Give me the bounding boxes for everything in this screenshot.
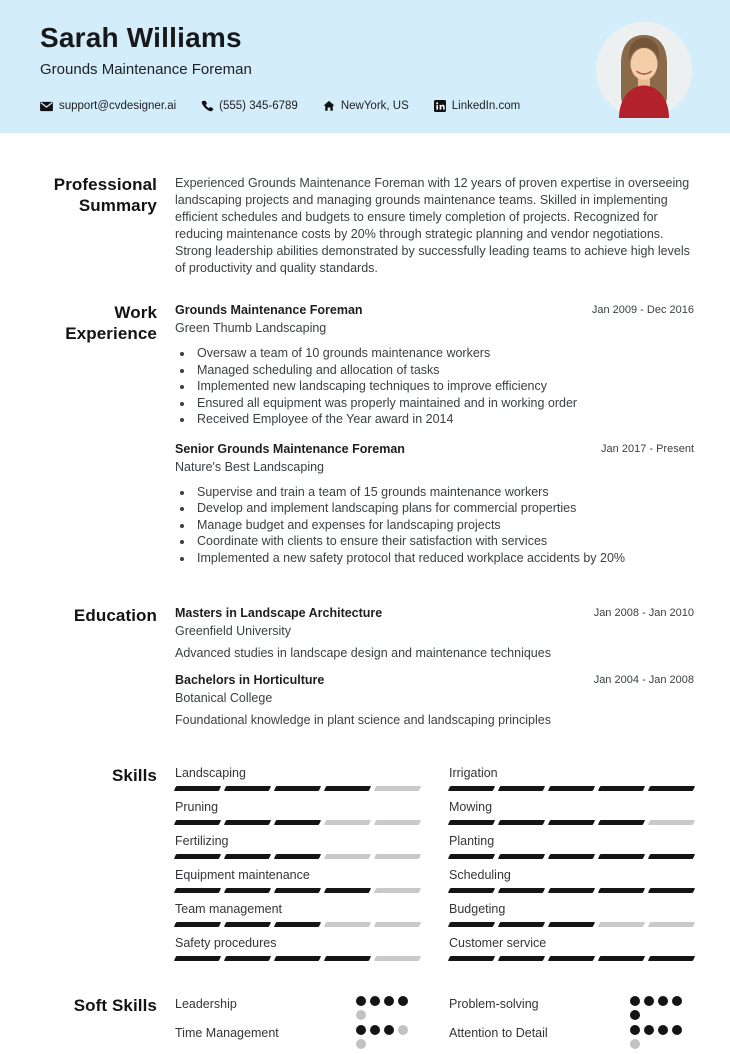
skill-bar-segment bbox=[598, 854, 645, 859]
skill-item bbox=[449, 766, 694, 791]
skill-item bbox=[449, 902, 694, 927]
contact-linkedin[interactable] bbox=[434, 100, 520, 112]
soft-skill-dots bbox=[630, 996, 682, 1020]
contact-phone-text: (555) 345-6789 bbox=[219, 100, 298, 113]
soft-skill-dot bbox=[356, 1025, 366, 1035]
bullet-item: • Received Employee of the Year award in 2014 bbox=[194, 411, 694, 428]
skill-name: Budgeting bbox=[449, 902, 506, 916]
bullet-item: • Coordinate with clients to ensure their satisfaction with services bbox=[194, 533, 694, 550]
degree-school: Greenfield University bbox=[175, 624, 292, 638]
bullet-item: • Manage budget and expenses for landscaping projects bbox=[194, 517, 694, 534]
skill-bar-segment bbox=[374, 786, 421, 791]
avatar-illustration bbox=[596, 22, 692, 118]
soft-skill-dot bbox=[658, 996, 668, 1006]
skill-bar-segment bbox=[498, 786, 545, 791]
linkedin-icon bbox=[434, 100, 446, 112]
bullet-item: • Managed scheduling and allocation of tasks bbox=[194, 362, 694, 379]
soft-skill-dot bbox=[630, 996, 640, 1006]
skill-bar-segment bbox=[598, 922, 645, 927]
skill-item bbox=[175, 766, 420, 791]
soft-skills-column-right bbox=[449, 996, 694, 1054]
skill-bar-segment bbox=[224, 786, 271, 791]
degree-entry bbox=[175, 606, 694, 661]
home-icon bbox=[323, 100, 335, 112]
bullet-item: • Implemented new landscaping techniques to improve efficiency bbox=[194, 378, 694, 395]
skill-bar bbox=[175, 820, 420, 825]
skill-bar bbox=[449, 854, 694, 859]
soft-skill-item bbox=[449, 1025, 694, 1049]
skill-bar-segment bbox=[648, 888, 695, 893]
soft-skill-name: Time Management bbox=[175, 1026, 279, 1040]
section-professional-summary bbox=[40, 175, 694, 277]
job-company: Green Thumb Landscaping bbox=[175, 321, 327, 335]
skill-bar-segment bbox=[498, 922, 545, 927]
skill-item bbox=[175, 800, 420, 825]
skill-bar-segment bbox=[174, 820, 221, 825]
skill-bar-segment bbox=[274, 922, 321, 927]
soft-skills-body bbox=[175, 996, 694, 1054]
education-heading: Education bbox=[73, 606, 157, 625]
skill-bar-segment bbox=[174, 888, 221, 893]
skill-bar bbox=[449, 956, 694, 961]
skill-bar-segment bbox=[498, 820, 545, 825]
skill-name: Fertilizing bbox=[175, 834, 229, 848]
summary-heading: Professional Summary bbox=[53, 175, 157, 215]
section-education bbox=[40, 606, 694, 740]
skill-bar-segment bbox=[224, 888, 271, 893]
bullet-item: • Ensured all equipment was properly maintained and in working order bbox=[194, 395, 694, 412]
soft-skills-column-left bbox=[175, 996, 420, 1054]
skill-bar-segment bbox=[448, 786, 495, 791]
person-name: Sarah Williams bbox=[40, 22, 242, 53]
soft-skills-heading: Soft Skills bbox=[73, 996, 157, 1015]
skill-bar-segment bbox=[498, 854, 545, 859]
skills-heading: Skills bbox=[111, 766, 157, 785]
skill-bar bbox=[175, 854, 420, 859]
skill-bar-segment bbox=[224, 854, 271, 859]
skill-bar-segment bbox=[324, 820, 371, 825]
soft-skill-dot bbox=[398, 1025, 408, 1035]
soft-skill-dot bbox=[356, 996, 366, 1006]
skill-bar-segment bbox=[448, 854, 495, 859]
skill-bar-segment bbox=[274, 820, 321, 825]
skill-bar-segment bbox=[374, 820, 421, 825]
degree-dates: Jan 2008 - Jan 2010 bbox=[593, 607, 694, 619]
bullet-item: • Develop and implement landscaping plans for commercial properties bbox=[194, 500, 694, 517]
skill-bar-segment bbox=[498, 956, 545, 961]
degree-title: Bachelors in Horticulture bbox=[175, 673, 325, 687]
skill-item bbox=[175, 936, 420, 961]
skill-name: Landscaping bbox=[175, 766, 246, 780]
degree-entry bbox=[175, 673, 694, 728]
soft-skill-dot bbox=[630, 1039, 640, 1049]
soft-skill-dot bbox=[644, 996, 654, 1006]
skills-column-right bbox=[449, 766, 694, 970]
summary-body bbox=[175, 175, 694, 277]
soft-skill-dot bbox=[370, 1025, 380, 1035]
skill-bar-segment bbox=[498, 888, 545, 893]
skill-bar-segment bbox=[448, 820, 495, 825]
summary-text: Experienced Grounds Maintenance Foreman with 12 years of proven expertise in overseeing landscaping projects and managing grounds maintenance teams. Skilled in implementing efficient schedules and budgets to ensure timely completion of projects. Recognized for reducing maintenance costs by 20% through strategic planning and vendor negotiations. Strong leadership abilities demonstrated by successfully leading teams to achieve high levels of productivity and quality standards. bbox=[175, 176, 690, 275]
skill-bar-segment bbox=[374, 888, 421, 893]
skills-body bbox=[175, 766, 694, 970]
skill-bar bbox=[449, 922, 694, 927]
person-title: Grounds Maintenance Foreman bbox=[40, 61, 252, 79]
skill-name: Team management bbox=[175, 902, 283, 916]
soft-skill-dot bbox=[356, 1010, 366, 1020]
job-entry bbox=[175, 303, 694, 428]
skill-bar-segment bbox=[324, 922, 371, 927]
job-bullet-list bbox=[175, 484, 694, 567]
skill-item bbox=[175, 868, 420, 893]
contact-location-text: NewYork, US bbox=[340, 100, 409, 113]
skill-bar-segment bbox=[324, 854, 371, 859]
job-bullet-list bbox=[175, 345, 694, 428]
skill-name: Pruning bbox=[175, 800, 219, 814]
skill-bar-segment bbox=[598, 956, 645, 961]
skill-item bbox=[175, 902, 420, 927]
bullet-item: • Supervise and train a team of 15 grounds maintenance workers bbox=[194, 484, 694, 501]
skill-name: Irrigation bbox=[449, 766, 498, 780]
skill-bar-segment bbox=[324, 956, 371, 961]
job-entry bbox=[175, 442, 694, 567]
skill-bar-segment bbox=[548, 786, 595, 791]
contact-email-text: support@cvdesigner.ai bbox=[59, 100, 177, 113]
resume-header bbox=[0, 0, 730, 133]
skills-column-left bbox=[175, 766, 420, 970]
degree-description: Foundational knowledge in plant science and landscaping principles bbox=[175, 713, 551, 727]
soft-skill-item bbox=[449, 996, 694, 1020]
skill-item bbox=[449, 868, 694, 893]
skill-bar-segment bbox=[548, 820, 595, 825]
section-skills bbox=[40, 766, 694, 970]
contact-linkedin-text: LinkedIn.com bbox=[451, 100, 521, 113]
contact-location bbox=[323, 100, 409, 112]
contact-email[interactable] bbox=[40, 100, 176, 112]
skill-bar-segment bbox=[548, 854, 595, 859]
skill-bar-segment bbox=[648, 820, 695, 825]
soft-skill-dot bbox=[630, 1025, 640, 1035]
skill-bar-segment bbox=[448, 922, 495, 927]
skill-bar-segment bbox=[598, 786, 645, 791]
skill-item bbox=[449, 936, 694, 961]
job-title: Grounds Maintenance Foreman bbox=[175, 303, 363, 317]
skill-name: Equipment maintenance bbox=[175, 868, 310, 882]
skill-bar-segment bbox=[374, 956, 421, 961]
skill-bar-segment bbox=[174, 956, 221, 961]
skill-bar-segment bbox=[274, 956, 321, 961]
section-soft-skills bbox=[40, 996, 694, 1054]
skill-bar-segment bbox=[274, 854, 321, 859]
skill-bar-segment bbox=[598, 888, 645, 893]
soft-skill-name: Attention to Detail bbox=[449, 1026, 548, 1040]
bullet-item: • Implemented a new safety protocol that reduced workplace accidents by 20% bbox=[194, 550, 694, 567]
skill-bar-segment bbox=[648, 922, 695, 927]
soft-skill-dot bbox=[356, 1039, 366, 1049]
skill-bar-segment bbox=[548, 888, 595, 893]
job-dates: Jan 2009 - Dec 2016 bbox=[591, 304, 694, 316]
job-dates: Jan 2017 - Present bbox=[601, 442, 694, 455]
skill-bar-segment bbox=[598, 820, 645, 825]
avatar bbox=[596, 22, 692, 118]
degree-title: Masters in Landscape Architecture bbox=[175, 606, 383, 620]
skill-bar bbox=[449, 888, 694, 893]
skill-bar-segment bbox=[324, 786, 371, 791]
skill-bar bbox=[175, 888, 420, 893]
experience-heading: Work Experience bbox=[65, 303, 157, 343]
soft-skill-dots bbox=[356, 996, 408, 1020]
soft-skill-dot bbox=[658, 1025, 668, 1035]
skill-bar-segment bbox=[324, 888, 371, 893]
skill-bar-segment bbox=[374, 854, 421, 859]
skill-bar-segment bbox=[548, 922, 595, 927]
skill-bar bbox=[175, 956, 420, 961]
contact-row bbox=[40, 100, 520, 112]
degree-school: Botanical College bbox=[175, 691, 273, 705]
skill-bar-segment bbox=[274, 888, 321, 893]
skill-bar bbox=[175, 922, 420, 927]
skill-bar-segment bbox=[174, 786, 221, 791]
soft-skill-item bbox=[175, 996, 420, 1020]
degree-dates: Jan 2004 - Jan 2008 bbox=[593, 674, 694, 686]
skill-name: Customer service bbox=[449, 936, 547, 950]
skill-bar-segment bbox=[448, 888, 495, 893]
skill-bar-segment bbox=[648, 956, 695, 961]
skill-item bbox=[449, 834, 694, 859]
skill-bar-segment bbox=[174, 854, 221, 859]
resume-body bbox=[0, 133, 730, 1054]
soft-skill-dot bbox=[672, 1025, 682, 1035]
experience-body bbox=[175, 303, 694, 580]
skill-item bbox=[175, 834, 420, 859]
soft-skill-name: Problem-solving bbox=[449, 997, 539, 1011]
soft-skill-dot bbox=[384, 1025, 394, 1035]
degree-description: Advanced studies in landscape design and maintenance techniques bbox=[175, 646, 551, 660]
skill-bar-segment bbox=[648, 786, 695, 791]
soft-skill-dot bbox=[384, 996, 394, 1006]
skill-bar bbox=[449, 786, 694, 791]
education-body bbox=[175, 606, 694, 740]
phone-icon bbox=[201, 100, 213, 112]
soft-skill-dot bbox=[370, 996, 380, 1006]
skill-bar bbox=[175, 786, 420, 791]
skill-name: Safety procedures bbox=[175, 936, 277, 950]
skill-name: Scheduling bbox=[449, 868, 511, 882]
skill-bar-segment bbox=[448, 956, 495, 961]
soft-skill-dot bbox=[630, 1010, 640, 1020]
skill-bar-segment bbox=[274, 786, 321, 791]
soft-skill-dots bbox=[630, 1025, 682, 1049]
skill-bar bbox=[449, 820, 694, 825]
skill-bar-segment bbox=[224, 922, 271, 927]
skill-name: Planting bbox=[449, 834, 495, 848]
skill-bar-segment bbox=[174, 922, 221, 927]
skill-name: Mowing bbox=[449, 800, 493, 814]
job-title: Senior Grounds Maintenance Foreman bbox=[175, 441, 405, 456]
soft-skill-item bbox=[175, 1025, 420, 1049]
skill-bar-segment bbox=[548, 956, 595, 961]
contact-phone bbox=[201, 100, 298, 112]
soft-skill-dot bbox=[644, 1025, 654, 1035]
bullet-item: • Oversaw a team of 10 grounds maintenance workers bbox=[194, 345, 694, 362]
soft-skill-dot bbox=[672, 996, 682, 1006]
soft-skill-name: Leadership bbox=[175, 997, 237, 1011]
skill-item bbox=[449, 800, 694, 825]
skill-bar-segment bbox=[648, 854, 695, 859]
email-icon bbox=[40, 101, 53, 112]
section-work-experience bbox=[40, 303, 694, 580]
soft-skill-dots bbox=[356, 1025, 408, 1049]
job-company: Nature's Best Landscaping bbox=[175, 459, 325, 474]
skill-bar-segment bbox=[374, 922, 421, 927]
skill-bar-segment bbox=[224, 956, 271, 961]
soft-skill-dot bbox=[398, 996, 408, 1006]
header-text-block bbox=[40, 22, 520, 112]
skill-bar-segment bbox=[224, 820, 271, 825]
